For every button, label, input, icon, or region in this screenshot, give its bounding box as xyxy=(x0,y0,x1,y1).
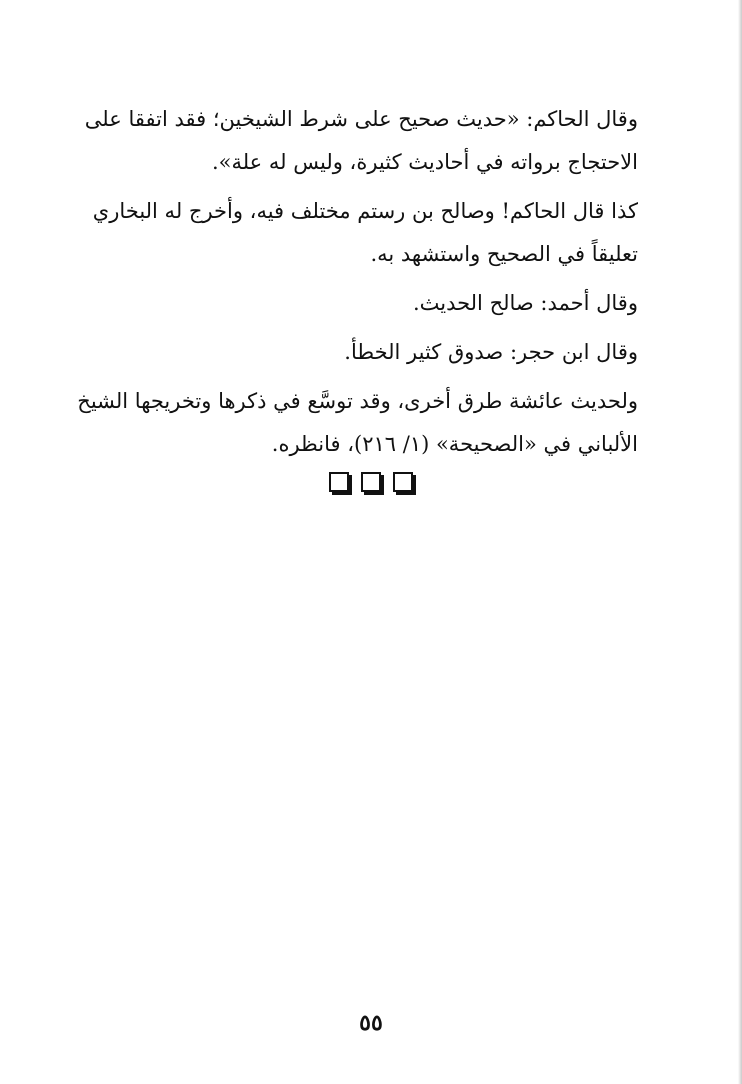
text-line: الألباني في «الصحيحة» (١/ ٢١٦)، فانظره. xyxy=(271,432,638,456)
paragraph-salih-ibn-rustam xyxy=(60,190,638,276)
text-line: كذا قال الحاكم! وصالح بن رستم مختلف فيه، وأخرج له البخاري xyxy=(92,199,638,223)
paragraph-ibn-hajar xyxy=(60,331,638,374)
text-line: وقال ابن حجر: صدوق كثير الخطأ. xyxy=(344,340,638,364)
text-line: ولحديث عائشة طرق أخرى، وقد توسَّع في ذكرها وتخريجها الشيخ xyxy=(77,389,638,413)
paragraph-aisha-hadith xyxy=(60,380,638,466)
text-line: وقال أحمد: صالح الحديث. xyxy=(412,291,638,315)
paragraph-ahmad xyxy=(60,282,638,325)
body-text xyxy=(60,98,638,472)
text-line: وقال الحاكم: «حديث صحيح على شرط الشيخين؛ فقد اتفقا على xyxy=(84,107,638,131)
text-line: تعليقاً في الصحيح واستشهد به. xyxy=(370,242,638,266)
paragraph-hakim-quote xyxy=(60,98,638,184)
page-number: ٥٥ xyxy=(359,1010,383,1036)
page-edge-shadow xyxy=(738,0,742,1084)
text-line: الاحتجاج برواته في أحاديث كثيرة، وليس له علة». xyxy=(211,150,638,174)
section-end-ornament xyxy=(0,472,742,492)
square-ornament-icon xyxy=(361,472,381,492)
square-ornament-icon xyxy=(329,472,349,492)
square-ornament-icon xyxy=(393,472,413,492)
